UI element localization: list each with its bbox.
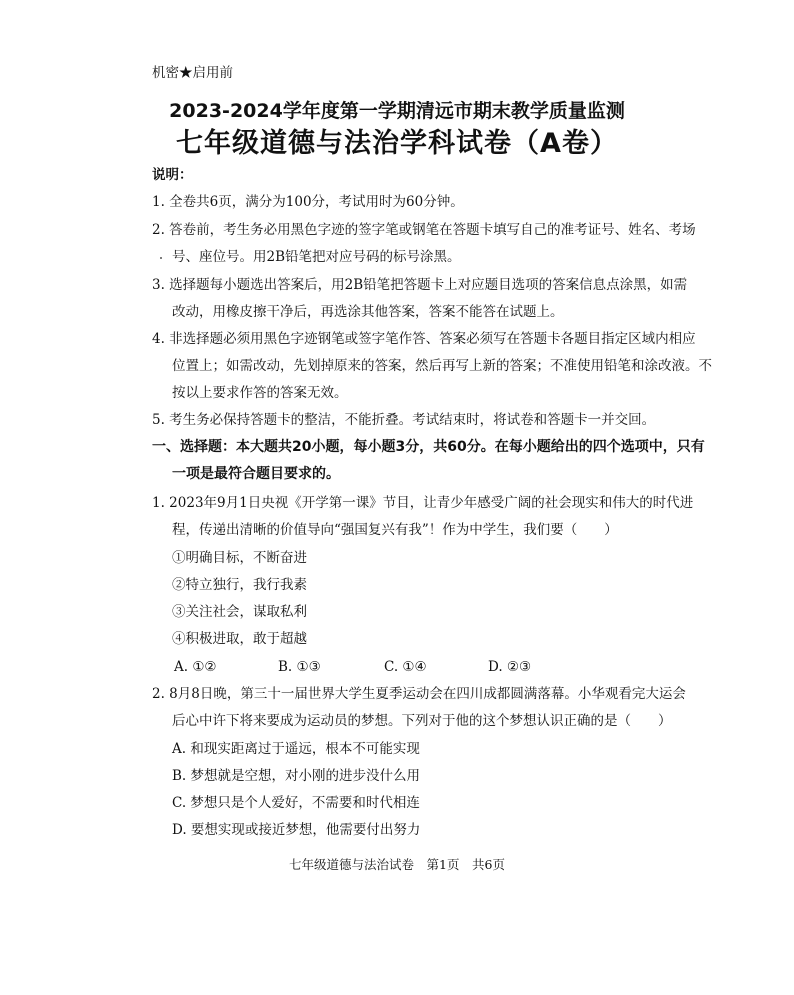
question-1-statement: ②特立独行，我行我素 — [172, 577, 307, 593]
question-1-statement: ③关注社会，谋取私利 — [172, 604, 307, 620]
instruction-item: 1. 全卷共6页，满分为100分，考试用时为60分钟。 — [152, 194, 464, 210]
question-1-options — [174, 658, 574, 676]
instruction-item: 3. 选择题每小题选出答案后，用2B铅笔把答题卡上对应题目选项的答案信息点涂黑，如需 — [152, 277, 688, 293]
instructions-heading: 说明： — [152, 167, 193, 183]
question-1-option-c: C. ①④ — [384, 659, 427, 675]
instruction-item: 4. 非选择题必须用黑色字迹钢笔或签字笔作答、答案必须写在答题卡各题目指定区域内相应 — [152, 331, 696, 347]
question-1-option-a: A. ①② — [174, 659, 217, 675]
section-heading: 一、选择题：本大题共20小题，每小题3分，共60分。在每小题给出的四个选项中，只有 — [152, 439, 705, 455]
section-heading-continuation: 一项是最符合题目要求的。 — [172, 466, 340, 482]
question-2-option-a: A. 和现实距离过于遥远，根本不可能实现 — [172, 741, 420, 757]
question-1-option-b: B. ①③ — [278, 659, 321, 675]
question-2-option-c: C. 梦想只是个人爱好，不需要和时代相连 — [172, 795, 420, 811]
question-2-option-d: D. 要想实现或接近梦想，他需要付出努力 — [172, 822, 421, 838]
instruction-item-continuation: 改动，用橡皮擦干净后，再选涂其他答案，答案不能答在试题上。 — [172, 304, 564, 320]
question-2-stem-continuation: 后心中许下将来要成为运动员的梦想。下列对于他的这个梦想认识正确的是（ ） — [172, 713, 672, 729]
exam-title: 2023-2024学年度第一学期清远市期末教学质量监测 — [169, 100, 625, 122]
instruction-item-continuation: 按以上要求作答的答案无效。 — [172, 385, 348, 401]
question-1-stem-continuation: 程，传递出清晰的价值导向“强国复兴有我”！作为中学生，我们要（ ） — [172, 522, 618, 538]
instruction-item-continuation: 位置上；如需改动，先划掉原来的答案，然后再写上新的答案；不准使用铅笔和涂改液。不 — [172, 358, 712, 374]
paper-title: 七年级道德与法治学科试卷（A卷） — [176, 128, 618, 159]
instruction-item: 2. 答卷前，考生务必用黑色字迹的签字笔或钢笔在答题卡填写自己的准考证号、姓名、考场 — [152, 222, 696, 238]
question-1-statement: ④积极进取，敢于超越 — [172, 631, 307, 647]
question-2-option-b: B. 梦想就是空想，对小刚的进步没什么用 — [172, 768, 421, 784]
scan-speck — [160, 257, 162, 259]
question-2-stem: 2. 8月8日晚，第三十一届世界大学生夏季运动会在四川成都圆满落幕。小华观看完大运会 — [152, 686, 686, 702]
page-footer: 七年级道德与法治试卷 第1页 共6页 — [289, 857, 505, 872]
instruction-item: 5. 考生务必保持答题卡的整洁，不能折叠。考试结束时，将试卷和答题卡一并交回。 — [152, 412, 656, 428]
question-1-option-d: D. ②③ — [488, 659, 532, 675]
question-1-statement: ①明确目标，不断奋进 — [172, 550, 307, 566]
question-1-stem: 1. 2023年9月1日央视《开学第一课》节目，让青少年感受广阔的社会现实和伟大的时代进 — [152, 495, 694, 511]
confidential-mark: 机密★启用前 — [152, 65, 233, 81]
instruction-item-continuation: 号、座位号。用2B铅笔把对应号码的标号涂黑。 — [172, 249, 461, 265]
